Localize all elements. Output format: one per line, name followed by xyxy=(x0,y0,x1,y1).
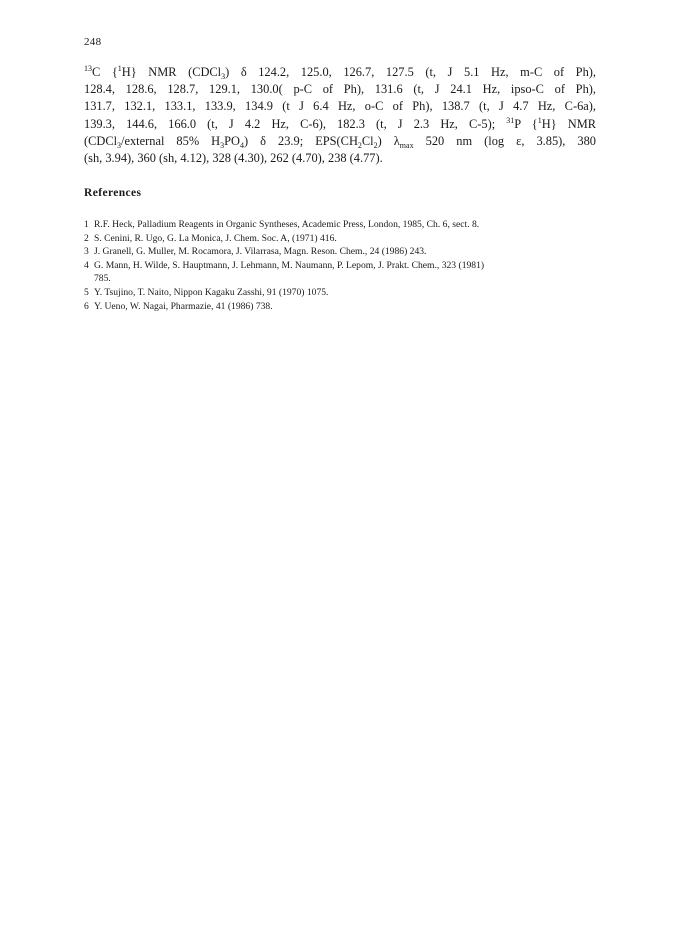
subscript: 2 xyxy=(373,140,378,150)
text-run: PO xyxy=(224,133,240,148)
reference-number: 3 xyxy=(84,246,89,258)
reference-number: 1 xyxy=(84,219,89,230)
text-run: H} NMR (CDCl xyxy=(121,65,222,79)
text-run: H} NMR xyxy=(541,116,597,131)
subscript: max xyxy=(399,140,414,150)
reference-item xyxy=(84,232,604,246)
reference-text xyxy=(94,259,604,286)
subscript: 3 xyxy=(117,140,122,150)
superscript: 31 xyxy=(506,115,515,125)
reference-text: S. Cenini, R. Ugo, G. La Monica, J. Chem. Soc. A, (1971) 416. xyxy=(94,232,337,244)
superscript: 1 xyxy=(117,64,122,73)
references-heading: References xyxy=(84,187,142,199)
nmr-line-2: 128.4, 128.6, 128.7, 129.1, 130.0( p-C of Ph), 131.6 (t, J 24.1 Hz, ipso-C of Ph), xyxy=(84,82,596,97)
nmr-line-4 xyxy=(84,116,596,133)
nmr-line-3: 131.7, 132.1, 133.1, 133.9, 134.9 (t J 6.4 Hz, o-C of Ph), 138.7 (t, J 4.7 Hz, C-6a), xyxy=(84,99,596,114)
subscript: 3 xyxy=(220,140,225,150)
text-run: ) δ 23.9; EPS(CH xyxy=(243,133,358,148)
reference-number: 6 xyxy=(84,300,89,312)
nmr-line-5 xyxy=(84,133,596,150)
text-run: (CDCl xyxy=(84,133,118,148)
nmr-line-6: (sh, 3.94), 360 (sh, 4.12), 328 (4.30), 262 (4.70), 238 (4.77). xyxy=(84,151,383,166)
reference-text: Y. Ueno, W. Nagai, Pharmazie, 41 (1986) 738. xyxy=(94,300,273,312)
text-run: ) δ 124.2, 125.0, 126.7, 127.5 (t, J 5.1 Hz, m-C of Ph), xyxy=(225,65,596,79)
reference-number: 4 xyxy=(84,259,89,271)
reference-text: J. Granell, G. Muller, M. Rocamora, J. Vilarrasa, Magn. Reson. Chem., 24 (1986) 243. xyxy=(94,246,427,258)
text-run: ) λ xyxy=(377,133,400,148)
subscript: 4 xyxy=(239,140,244,150)
superscript: 13 xyxy=(84,64,92,73)
nmr-data-paragraph xyxy=(84,64,596,167)
reference-text: Y. Tsujino, T. Naito, Nippon Kagaku Zasshi, 91 (1970) 1075. xyxy=(94,286,329,298)
subscript: 2 xyxy=(357,140,362,150)
reference-item xyxy=(84,259,604,286)
reference-number: 2 xyxy=(84,232,89,244)
reference-text-line: G. Mann, H. Wilde, S. Hauptmann, J. Lehmann, M. Naumann, P. Lepom, J. Prakt. Chem., 323 (1981) xyxy=(94,259,485,271)
text-run: P { xyxy=(514,116,538,131)
nmr-line-1 xyxy=(84,64,596,81)
subscript: 3 xyxy=(221,72,226,81)
page-number: 248 xyxy=(84,36,102,48)
reference-item xyxy=(84,300,604,314)
text-run: Cl xyxy=(361,133,374,148)
text-run: C { xyxy=(92,65,118,79)
reference-item xyxy=(84,286,604,300)
text-run: 520 nm (log ε, 3.85), 380 xyxy=(413,133,597,148)
reference-item xyxy=(84,245,604,259)
superscript: 1 xyxy=(537,115,542,125)
text-run: 139.3, 144.6, 166.0 (t, J 4.2 Hz, C-6), 182.3 (t, J 2.3 Hz, C-5); xyxy=(84,116,507,131)
reference-list xyxy=(84,218,604,313)
reference-text-continuation: 785. xyxy=(94,273,111,285)
reference-number: 5 xyxy=(84,286,89,298)
reference-item xyxy=(84,218,604,232)
reference-text: R.F. Heck, Palladium Reagents in Organic Syntheses, Academic Press, London, 1985, Ch. 6, sect. 8. xyxy=(94,219,480,230)
text-run: /external 85% H xyxy=(121,133,221,148)
